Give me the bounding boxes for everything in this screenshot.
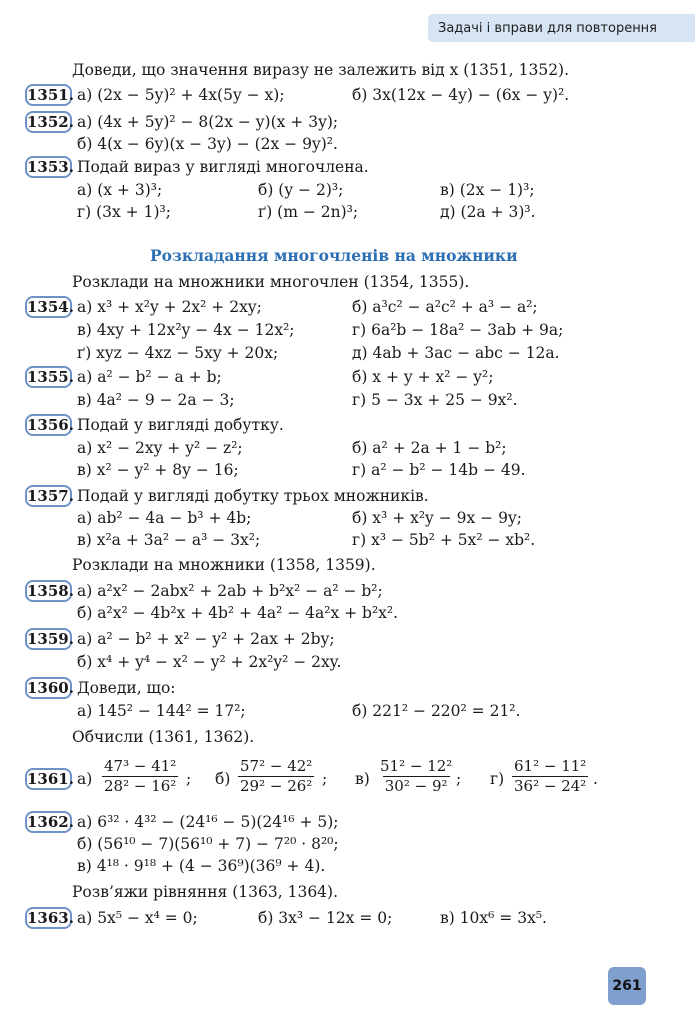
problem-1358-a: а) a²x² − 2abx² + 2ab + b²x² − a² − b²;	[77, 582, 383, 600]
page-number-text: 261	[612, 978, 642, 994]
problem-1356-g: г) a² − b² − 14b − 49.	[352, 461, 526, 479]
problem-1354-gg: ґ) xyz − 4xz − 5xy + 20x;	[77, 344, 279, 362]
page-number	[608, 967, 646, 1005]
problem-number-1359: 1359.	[27, 630, 74, 648]
problem-1361-g-label: г)	[490, 770, 505, 788]
problem-1361-sep2: ;	[322, 770, 328, 788]
problem-1353-gg: ґ) (m − 2n)³;	[258, 203, 359, 221]
problem-1357-b: б) x³ + x²y − 9x − 9y;	[352, 509, 522, 527]
problem-1360-b: б) 221² − 220² = 21².	[352, 702, 521, 720]
problem-1353-g: г) (3x + 1)³;	[77, 203, 171, 221]
problem-number-1354: 1354.	[27, 298, 74, 316]
problem-1360-text: Доведи, що:	[77, 679, 176, 697]
problem-1353-a: а) (x + 3)³;	[77, 181, 163, 199]
problem-1361-g-denominator: 36² − 24²	[514, 777, 587, 795]
problem-1351-a: а) (2x − 5y)² + 4x(5y − x);	[77, 86, 285, 104]
problem-1355-a: а) a² − b² − a + b;	[77, 368, 222, 386]
problem-1357-v: в) x²a + 3a² − a³ − 3x²;	[77, 531, 261, 549]
problem-1361-a-fraction	[102, 757, 178, 796]
problem-1361-v-label: в)	[355, 770, 370, 788]
problem-1359-a: а) a² − b² + x² − y² + 2ax + 2by;	[77, 630, 335, 648]
problem-1363-b: б) 3x³ − 12x = 0;	[258, 909, 393, 927]
problem-1362-a: а) 6³² · 4³² − (24¹⁶ − 5)(24¹⁶ + 5);	[77, 813, 339, 831]
problem-1357-text: Подай у вигляді добутку трьох множників.	[77, 487, 429, 505]
problem-1361-b-label: б)	[215, 770, 231, 788]
intro-1354-1355: Розклади на множники многочлен (1354, 1355).	[72, 273, 470, 291]
problem-1361-v-denominator: 30² − 9²	[384, 777, 448, 795]
problem-1361-g-fraction	[512, 757, 588, 796]
problem-1356-b: б) a² + 2a + 1 − b²;	[352, 439, 507, 457]
intro-1361-1362: Обчисли (1361, 1362).	[72, 728, 255, 746]
problem-1362-b: б) (56¹⁰ − 7)(56¹⁰ + 7) − 7²⁰ · 8²⁰;	[77, 835, 339, 853]
problem-1361-v-fraction	[378, 757, 454, 796]
problem-1361-b-fraction	[238, 757, 314, 796]
problem-1352-a: а) (4x + 5y)² − 8(2x − y)(x + 3y);	[77, 113, 339, 131]
problem-1361-a-label: а)	[77, 770, 93, 788]
problem-1354-g: г) 6a²b − 18a² − 3ab + 9a;	[352, 321, 564, 339]
problem-1356-a: а) x² − 2xy + y² − z²;	[77, 439, 243, 457]
problem-number-1351: 1351.	[27, 86, 74, 104]
problem-1361-a-denominator: 28² − 16²	[104, 777, 177, 795]
problem-1351-b: б) 3x(12x − 4y) − (6x − y)².	[352, 86, 570, 104]
problem-1362-v: в) 4¹⁸ · 9¹⁸ + (4 − 36⁹)(36⁹ + 4).	[77, 857, 326, 875]
problem-number-1356: 1356.	[27, 416, 74, 434]
problem-1363-a: а) 5x⁵ − x⁴ = 0;	[77, 909, 198, 927]
problem-1361-g-numerator: 61² − 11²	[514, 757, 587, 775]
problem-1353-text: Подай вираз у вигляді многочлена.	[77, 158, 369, 176]
problem-1357-g: г) x³ − 5b² + 5x² − xb².	[352, 531, 536, 549]
intro-1363-1364: Розв’яжи рівняння (1363, 1364).	[72, 883, 339, 901]
problem-1361-v-numerator: 51² − 12²	[380, 757, 453, 775]
problem-1356-v: в) x² − y² + 8y − 16;	[77, 461, 239, 479]
problem-1358-b: б) a²x² − 4b²x + 4b² + 4a² − 4a²x + b²x².	[77, 604, 399, 622]
problem-1356-text: Подай у вигляді добутку.	[77, 416, 284, 434]
problem-1354-v: в) 4xy + 12x²y − 4x − 12x²;	[77, 321, 295, 339]
problem-1361-sep3: ;	[456, 770, 462, 788]
problem-number-1363: 1363.	[27, 909, 74, 927]
problem-1354-d: д) 4ab + 3ac − abc − 12a.	[352, 344, 560, 362]
problem-1355-v: в) 4a² − 9 − 2a − 3;	[77, 391, 235, 409]
problem-number-1353: 1353.	[27, 158, 74, 176]
problem-1363-v: в) 10x⁶ = 3x⁵.	[440, 909, 547, 927]
problem-number-1360: 1360.	[27, 679, 74, 697]
problem-1357-a: а) ab² − 4a − b³ + 4b;	[77, 509, 252, 527]
problem-1353-d: д) (2a + 3)³.	[440, 203, 536, 221]
problem-1360-a: а) 145² − 144² = 17²;	[77, 702, 246, 720]
problem-number-1362: 1362.	[27, 813, 74, 831]
intro-1358-1359: Розклади на множники (1358, 1359).	[72, 556, 376, 574]
problem-1361-end: .	[593, 770, 598, 788]
problem-1352-b: б) 4(x − 6y)(x − 3y) − (2x − 9y)².	[77, 135, 338, 153]
header-title: Задачі і вправи для повторення	[438, 20, 658, 36]
problem-1354-b: б) a³c² − a²c² + a³ − a²;	[352, 298, 538, 316]
problem-1361-b-numerator: 57² − 42²	[240, 757, 313, 775]
running-header	[428, 14, 695, 42]
problem-number-1358: 1358.	[27, 582, 74, 600]
problem-1354-a: а) x³ + x²y + 2x² + 2xy;	[77, 298, 262, 316]
problem-1353-b: б) (y − 2)³;	[258, 181, 344, 199]
problem-1353-v: в) (2x − 1)³;	[440, 181, 535, 199]
problem-number-1361: 1361.	[27, 770, 74, 788]
problem-1359-b: б) x⁴ + y⁴ − x² − y² + 2x²y² − 2xy.	[77, 653, 342, 671]
problem-1355-g: г) 5 − 3x + 25 − 9x².	[352, 391, 518, 409]
problem-1361-a-numerator: 47³ − 41²	[104, 757, 177, 775]
section-heading: Розкладання многочленів на множники	[150, 246, 518, 265]
problem-number-1355: 1355.	[27, 368, 74, 386]
problem-number-1357: 1357.	[27, 487, 74, 505]
problem-1361-b-denominator: 29² − 26²	[240, 777, 313, 795]
problem-1361-sep1: ;	[186, 770, 192, 788]
intro-1351-1352: Доведи, що значення виразу не залежить від x (1351, 1352).	[72, 61, 570, 79]
problem-number-1352: 1352.	[27, 113, 74, 131]
problem-1355-b: б) x + y + x² − y²;	[352, 368, 494, 386]
